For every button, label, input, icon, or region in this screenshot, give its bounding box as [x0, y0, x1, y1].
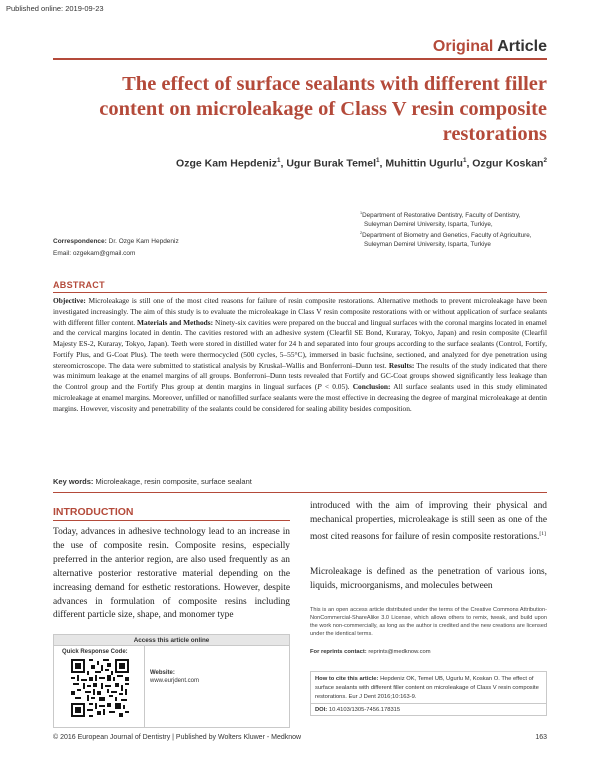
- article-type-part2: Article: [497, 38, 547, 55]
- access-box-heading: Access this article online: [54, 635, 289, 646]
- article-type-part1: Original: [432, 38, 494, 55]
- introduction-paragraph-2: Microleakage is defined as the penetration of various ions, liquids, microorganisms, and molecules between: [310, 567, 547, 591]
- access-box-row: [54, 646, 289, 727]
- reprints-email[interactable]: reprints@medknow.com: [368, 649, 431, 655]
- website-link[interactable]: www.eurjdent.com: [150, 678, 200, 684]
- website-cell: [146, 646, 289, 727]
- objective-label: Objective:: [53, 296, 86, 305]
- email-line: [53, 248, 179, 260]
- affiliation-sup: 2: [360, 231, 363, 236]
- header-rule: [53, 58, 547, 60]
- email-label: Email:: [53, 250, 72, 257]
- keywords-rule: [53, 492, 547, 493]
- author-affil-sup: 1: [462, 157, 467, 164]
- citation-ref[interactable]: [1]: [539, 530, 546, 537]
- affiliation: [360, 229, 550, 249]
- doi-line: [315, 706, 542, 715]
- affiliations: [360, 209, 550, 250]
- conclusion-text: All surface sealants used in this study eliminated microleakage at enamel margins. Moreover, unfilled or nanofilled surface sealants were the most effective in decreasing the degree of marginal microleakage at dentin margins. However, viscosity and penetrability of the sealants could be considered for sealing ability besides composition.: [53, 382, 547, 413]
- author-affil-sup: 1: [376, 157, 380, 164]
- introduction-rule: [53, 520, 290, 521]
- results-text-end: < 0.05).: [321, 382, 350, 391]
- correspondence-email[interactable]: ozgekam@gmail.com: [72, 250, 136, 257]
- keywords-text: Microleakage, resin composite, surface sealant: [95, 477, 252, 486]
- paragraph-text: introduced with the aim of improving their physical and mechanical properties, microleakage is still seen as one of the most cited reasons for failure of resin composite restorations.: [310, 501, 547, 542]
- access-article-box: [53, 634, 290, 728]
- introduction-paragraph-1: Today, advances in adhesive technology lead to an increase in the use of composite resin. Composite resins, especially preferred in the anterior region, are also used frequently as an alternative posterior restorative material depending on the increasing demand for esthetic restorations. However, despite advances in formulation of composite resins including different particle size, shape, and monomer type: [53, 527, 290, 621]
- doi-label: DOI:: [315, 707, 328, 714]
- keywords: [53, 477, 252, 486]
- page-number: 163: [535, 734, 547, 741]
- results-label: Results:: [388, 360, 415, 370]
- abstract-rule: [53, 292, 547, 293]
- author-name: Ozge Kam Hepdeniz: [176, 157, 277, 170]
- affiliation: [360, 209, 550, 229]
- author-affil-sup: 2: [543, 157, 547, 164]
- author-name: Ozgur Koskan: [472, 157, 544, 170]
- abstract-heading: ABSTRACT: [53, 280, 105, 290]
- cite-text: [315, 675, 542, 701]
- correspondence-block: [53, 236, 179, 260]
- methods-text: Ninety-six cavities were prepared on the buccal and lingual surfaces with the coronal margins located in enamel and the cervical margins located in dentin. The cavities restored with an adhesive system (Clearfil SE Bond, Kuraray, Tokyo, Japan) and resin composite (Clearfil Majesty ES-2, Kuraray, Tokyo, Japan). Teeth were stored in distilled water for 24 h and separated into four groups according to the surface sealants (Control, Fortify, Fortify Plus, and G-Coat Plus). The teeth were thermocycled (500 cycles, 5–55°C), immersed in basic fuchsine, sectioned, and analyzed for dye penetration using stereomicroscope. The data were submitted to statistical analysis by Kruskal–Wallis and Bonferroni–Dunn test.: [53, 317, 547, 370]
- conclusion-label: Conclusion:: [352, 382, 391, 391]
- author-list: Ozge Kam Hepdeniz$^1$, Ugur Burak Temel$^1$, Muhittin Ugurlu$^1$, Ozgur Koskan$^2$: [176, 157, 547, 170]
- footer-copyright: © 2016 European Journal of Dentistry | Published by Wolters Kluwer - Medknow: [53, 734, 302, 741]
- introduction-paragraph-1-continued: [310, 500, 547, 545]
- author-affil-sup: 1: [276, 157, 281, 164]
- abstract-text: [53, 296, 547, 414]
- author-name: Muhittin Ugurlu: [385, 157, 463, 170]
- correspondence-label: Correspondence:: [53, 238, 107, 245]
- objective-text: Microleakage is still one of the most cited reasons for failure of resin composite restorations. Alternative methods to prevent microleakage have been investigated increasingly. The aim of this study is to evaluate the microleakage in Class V resin composite restorations with or without application of surface sealants with different filler content.: [53, 296, 547, 327]
- qr-label: Quick Response Code:: [62, 649, 128, 655]
- methods-label: Materials and Methods:: [137, 317, 214, 327]
- p-value-symbol: P: [317, 382, 322, 391]
- correspondence-line: [53, 236, 179, 248]
- keywords-label: Key words:: [53, 477, 94, 486]
- doi-value[interactable]: 10.4103/1305-7456.178315: [328, 707, 401, 714]
- qr-code-icon: [71, 659, 129, 717]
- affiliation-text: Department of Biometry and Genetics, Faculty of Agriculture, Suleyman Demirel University, Isparta, Turkiye: [362, 232, 532, 248]
- cite-label: How to cite this article:: [315, 676, 379, 682]
- article-title: The effect of surface sealants with different filler content on microleakage of Class V resin composite restorations: [99, 73, 547, 145]
- citation-text: Hepdeniz OK, Temel UB, Ugurlu M, Koskan O. The effect of surface sealants with different filler content on microleakage of Class V resin composite restorations. Eur J Dent 2016;10:163-9.: [315, 676, 539, 700]
- cite-divider: [311, 703, 546, 704]
- correspondence-name: Dr. Ozge Kam Hepdeniz: [108, 238, 179, 245]
- affiliation-sup: 1: [360, 211, 363, 215]
- article-type: [433, 38, 547, 56]
- published-date: Published online: 2019-09-23: [6, 4, 104, 13]
- license-text: This is an open access article distributed under the terms of the Creative Commons Attribution-NonCommercial-ShareAlike 3.0 License, which allows others to remix, tweak, and build upon the work non-commercially, as long as the author is credited and the new creations are licensed under the identical terms.: [310, 607, 547, 637]
- results-text: The results of the study indicated that there was minimum leakage at the enamel margins of all groups. Bonferroni–Dunn tests revealed that Fortify and GC-Coat groups showed significantly less leakage than the Control group and the Fortify Plus group at dentin margins in lingual surfaces (: [53, 360, 547, 391]
- website-label: Website:: [150, 670, 175, 676]
- reprints-contact: [310, 649, 431, 655]
- introduction-heading: INTRODUCTION: [53, 506, 134, 518]
- affiliation-text: Department of Restorative Dentistry, Faculty of Dentistry, Suleyman Demirel University, Isparta, Turkiye,: [362, 212, 521, 228]
- author-name: Ugur Burak Temel: [286, 157, 377, 170]
- reprints-label: For reprints contact:: [310, 649, 367, 655]
- cite-box: [310, 671, 547, 716]
- qr-cell: [54, 646, 145, 727]
